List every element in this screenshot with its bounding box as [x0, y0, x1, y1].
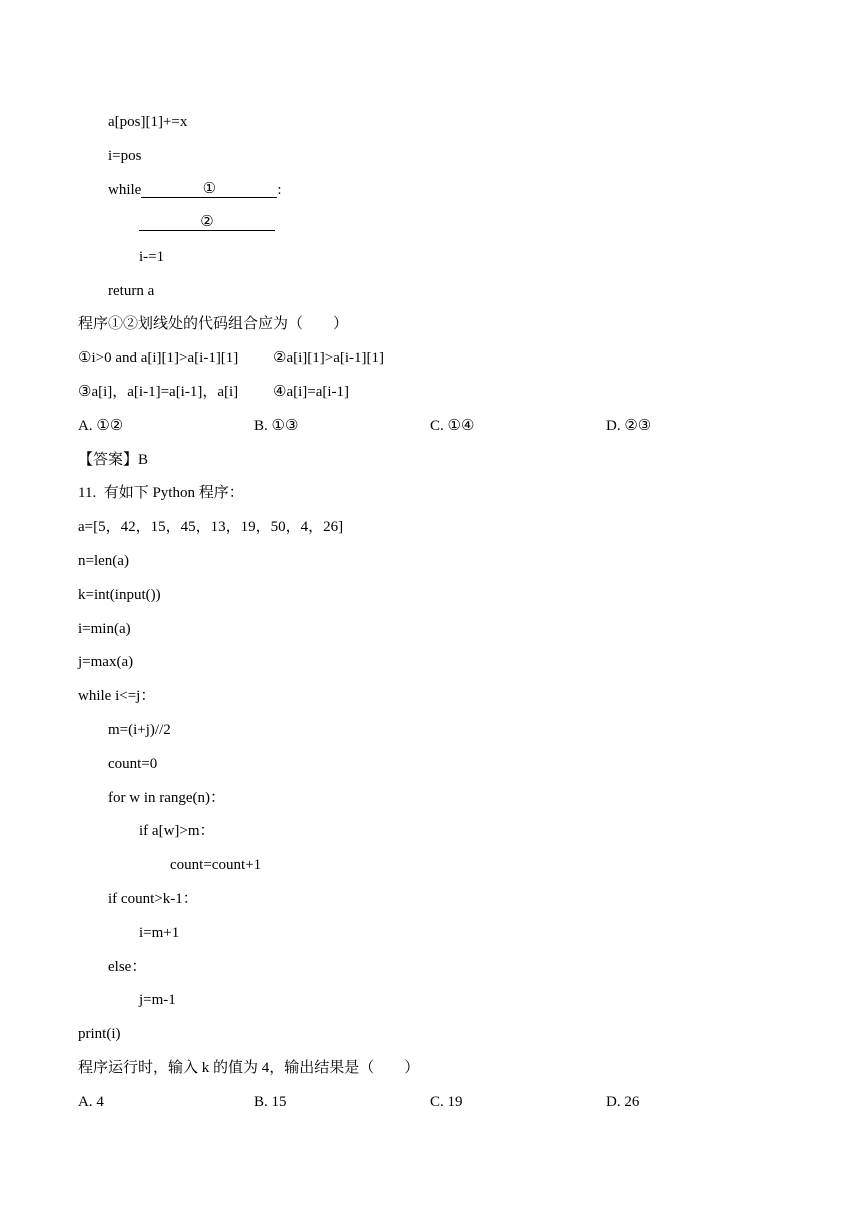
code-line: count=count+1 [170, 857, 262, 873]
question-prompt: 程序运行时，输入 k 的值为 4，输出结果是（ ） [78, 1060, 420, 1076]
code-line: for w in range(n)： [108, 790, 226, 806]
blank-2-label: ② [200, 214, 214, 230]
code-line: return a [108, 283, 155, 299]
item-4: ④a[i]=a[i-1] [273, 384, 350, 400]
code-line: count=0 [108, 756, 158, 772]
option-a: A. 4 [78, 1094, 104, 1110]
code-line: m=(i+j)//2 [108, 722, 171, 738]
blank-1 [141, 181, 277, 198]
option-b: B. 15 [254, 1094, 287, 1110]
code-line: k=int(input()) [78, 587, 161, 603]
code-line: i=pos [108, 148, 142, 164]
blank-2 [139, 214, 275, 231]
question-prompt: 程序①②划线处的代码组合应为（ ） [78, 316, 349, 332]
code-line: i=m+1 [139, 925, 180, 941]
item-3: ③a[i]，a[i-1]=a[i-1]，a[i] [78, 384, 239, 400]
code-line-while-blank [108, 181, 282, 199]
option-a: A. ①② [78, 418, 124, 434]
code-line: j=max(a) [78, 654, 134, 670]
code-line: a[pos][1]+=x [108, 114, 188, 130]
item-1: ①i>0 and a[i][1]>a[i-1][1] [78, 350, 239, 366]
code-line: if a[w]>m： [139, 823, 215, 839]
colon: : [277, 182, 282, 198]
code-line: print(i) [78, 1026, 121, 1042]
option-b: B. ①③ [254, 418, 299, 434]
answer: 【答案】B [78, 452, 149, 468]
code-line: a=[5，42，15，45，13，19，50，4，26] [78, 519, 344, 535]
code-line: i=min(a) [78, 621, 131, 637]
option-c: C. ①④ [430, 418, 475, 434]
option-d: D. ②③ [606, 418, 652, 434]
option-c: C. 19 [430, 1094, 463, 1110]
code-line: while i<=j： [78, 688, 156, 704]
code-line: else： [108, 959, 147, 975]
code-line: if count>k-1： [108, 891, 198, 907]
while-keyword: while [108, 182, 142, 198]
option-d: D. 26 [606, 1094, 640, 1110]
code-line: i-=1 [139, 249, 165, 265]
code-line: n=len(a) [78, 553, 129, 569]
code-line-blank-2 [139, 214, 275, 232]
code-line: j=m-1 [139, 992, 176, 1008]
question-title: 11. 有如下 Python 程序： [78, 485, 244, 501]
item-2: ②a[i][1]>a[i-1][1] [273, 350, 385, 366]
blank-1-label: ① [202, 181, 217, 197]
